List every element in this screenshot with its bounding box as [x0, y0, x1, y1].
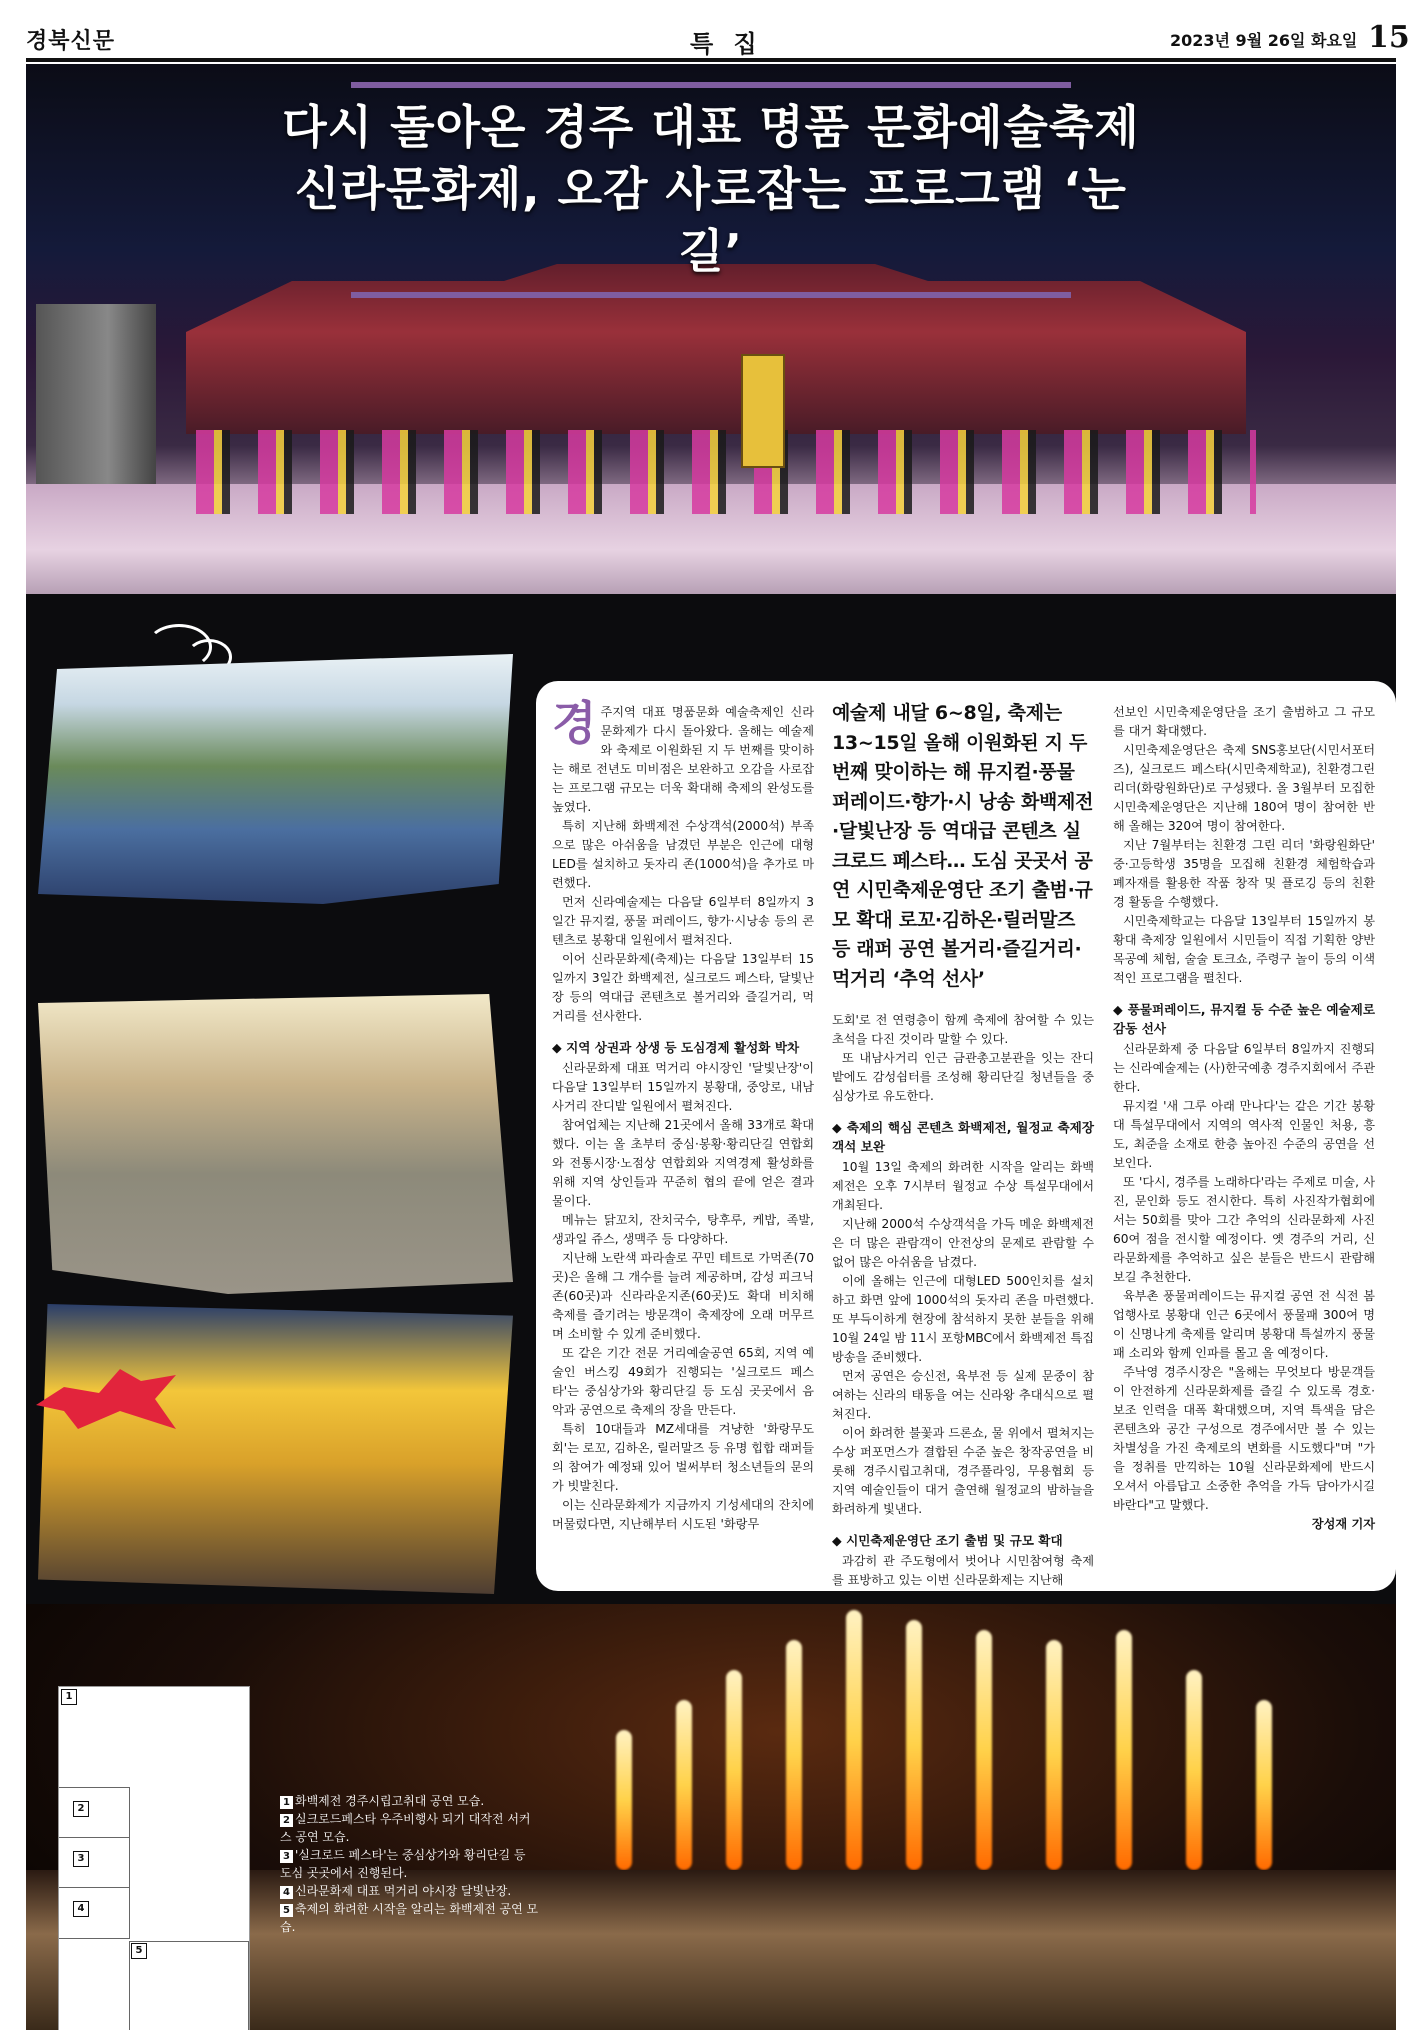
paragraph: 참여업체는 지난해 21곳에서 올해 33개로 확대했다. 이는 올 초부터 중심·봉황·황리단길 연합회와 전통시장·노점상 연합회와 지역경제 활성화를 위해 지역 상인들과 꾸준히 협의 끝에 얻은 결과물이다.: [552, 1118, 814, 1208]
paragraph: 시민축제운영단은 축제 SNS홍보단(시민서포터즈), 실크로드 페스타(시민축제학교), 친환경그린리더(화랑원화단)로 구성됐다. 올 3월부터 모집한 시민축제운영단은 지난해 180여 명이 참여한 반해 올해는 320여 명이 참여한다.: [1113, 743, 1375, 833]
paragraph: 특히 지난해 화백제전 수상객석(2000석) 부족으로 많은 아쉬움을 남겼던 부분은 인근에 대형 LED를 설치하고 돗자리 존(1000석)을 추가로 마련했다.: [552, 819, 814, 890]
page-number: 15: [1368, 20, 1410, 55]
guide-number-1: 1: [61, 1689, 77, 1705]
section-label: 특 집: [690, 30, 763, 58]
caption-1: 1 화백제전 경주시립고취대 공연 모습.: [280, 1792, 540, 1810]
photo-captions: [280, 1792, 540, 1936]
paragraph: 과감히 관 주도형에서 벗어나 시민참여형 축제를 표방하고 있는 이번 신라문화제는 지난해: [832, 1554, 1094, 1587]
paragraph: 이어 신라문화제(축제)는 다음달 13일부터 15일까지 3일간 화백제전, 실크로드 페스타, 달빛난장 등의 역대급 콘텐츠로 볼거리와 즐길거리, 먹거리를 선사한다.: [552, 952, 814, 1023]
guide-cell-4: [59, 1887, 130, 1939]
article-column-3: [1113, 703, 1375, 1534]
palace-backdrop: [186, 264, 1246, 434]
headline-box: [271, 82, 1151, 278]
paragraph: 신라문화제 대표 먹거리 야시장인 '달빛난장'이 다음달 13일부터 15일까지 봉황대, 중앙로, 내남사거리 잔디밭 일원에서 펼쳐진다.: [552, 1061, 814, 1113]
flame: [976, 1630, 992, 1870]
photo-1-palace-performance: [26, 64, 1396, 594]
flame: [676, 1700, 692, 1870]
headline-rule-bottom: [351, 292, 1071, 298]
paragraph: 메뉴는 닭꼬치, 잔치국수, 탕후루, 케밥, 족발, 생과일 쥬스, 생맥주 등 다양하다.: [552, 1213, 814, 1246]
guide-number-3: 3: [73, 1851, 89, 1867]
headline-rule-top: [351, 82, 1071, 88]
paragraph: 또 '다시, 경주를 노래하다'라는 주제로 미술, 사진, 문인화 등도 전시한다. 특히 사진작가협회에서는 50회를 맞아 그간 추억의 신라문화제 사진 60여 점을 전시할 예정이다. 옛 경주의 거리, 신라문화제를 추억하고 싶은 분들은 반드시 관람해 보길 추천한다.: [1113, 1175, 1375, 1284]
paragraph: 뮤지컬 '새 그루 아래 만나다'는 같은 기간 봉황대 특설무대에서 지역의 역사적 인물인 처용, 흥도, 최준을 소재로 한층 높아진 수준의 공연을 선보인다.: [1113, 1099, 1375, 1170]
article-column-1: 경주지역 대표 명품문화 예술축제인 신라문화제가 다시 돌아왔다. 올해는 예술제와 축제로 이원화된 지 두 번째를 맞이하는 해로 전년도 미비점은 보완하고 오감을 사로잡는 프로그램 규모는 더욱 확대해 축제의 완성도를 높였다. 특히 지난해 화백제전 수상객석(2000석) 부족으로 많은 아쉬움을 남겼던 부분은 인근에 대형 LED를 설치하고 돗자리 존(1000석)을 추가로 마련했다. 먼저 신라예술제는 다음달 6일부터 8일까지 3일간 뮤지컬, 풍물 퍼레이드, 향가·시낭송 등의 콘텐츠로 봉황대 일원에서 펼쳐진다. 이어 신라문화제(축제)는 다음달 13일부터 15일까지 3일간 화백제전, 실크로드 페스타, 달빛난장 등의 역대급 콘텐츠로 볼거리와 즐길거리, 먹거리를 선사한다. ◆ 지역 상권과 상생 등 도심경제 활성화 박차 신라문화제 대표 먹거리 야시장인 '달빛난장'이 다음달 13일부터 15일까지 봉황대, 중앙로, 내남사거리 잔디밭 일원에서 펼쳐진다. 참여업체는 지난해 21곳에서 올해 33개로 확대했다. 이는 올 초부터 중심·봉황·황리단길 연합회와 전통시장·노점상 연합회와 지역경제 활성화를 위해 지역 상인들과 꾸준히 협의 끝에 얻은 결과물이다. 메뉴는 닭꼬치, 잔치국수, 탕후루, 케밥, 족발, 생과일 쥬스, 생맥주 등 다양하다. 지난해 노란색 파라솔로 꾸민 테트로 가먹존(70곳)은 올해 그 개수를 늘려 제공하며, 감성 피크닉존(60곳)과 신라라운지존(60곳)도 확대 비치해 축제를 즐기려는 방문객이 축제장에 오래 머무르며 소비할 수 있게 준비했다. 또 같은 기간 전문 거리예술공연 65회, 지역 예술인 버스킹 49회가 진행되는 '실크로드 페스타'는 중심상가와 황리단길 등 도심 곳곳에서 음악과 공연으로 축제의 장을 만든다. 특히 10대들과 MZ세대를 겨냥한 '화랑무도회'는 로꼬, 김하온, 릴러말즈 등 유명 힙합 래퍼들의 참여가 예정돼 있어 벌써부터 청소년들의 문의가 빗발친다. 이는 신라문화제가 지금까지 기성세대의 잔치에 머물렀다면, 지난해부터 시도된 '화랑무: [552, 703, 814, 1534]
paragraph: 시민축제학교는 다음달 13일부터 15일까지 봉황대 축제장 일원에서 시민들이 직접 기획한 양반목공예 체험, 술술 토크쇼, 주령구 놀이 등의 이색적인 프로그램을 펼친다.: [1113, 914, 1375, 985]
flame: [786, 1640, 802, 1870]
flame: [1186, 1670, 1202, 1870]
paragraph: 먼저 신라예술제는 다음달 6일부터 8일까지 3일간 뮤지컬, 풍물 퍼레이드, 향가·시낭송 등의 콘텐츠로 봉황대 일원에서 펼쳐진다.: [552, 895, 814, 947]
byline: 장성재 기자: [1311, 1517, 1375, 1531]
section-heading: ◆ 지역 상권과 상생 등 도심경제 활성화 박차: [552, 1040, 800, 1055]
guide-number-2: 2: [73, 1801, 89, 1817]
paragraph: 육부촌 풍물퍼레이드는 뮤지컬 공연 전 식전 봄업행사로 봉황대 인근 6곳에서 풍물패 300여 명이 신명나게 축제를 알리며 봉황대 특설까지 풍물패 소리와 함께 인파를 몰고 올 예정이다.: [1113, 1289, 1375, 1360]
caption-5: 5 축제의 화려한 시작을 알리는 화백제전 공연 모습.: [280, 1902, 539, 1934]
guide-cell-2: [59, 1787, 130, 1839]
flame: [1046, 1640, 1062, 1870]
article-column-2: [832, 1011, 1094, 1590]
flame: [616, 1730, 632, 1870]
section-heading: ◆ 풍물퍼레이드, 뮤지컬 등 수준 높은 예술제로 감동 선사: [1113, 1002, 1375, 1036]
guide-number-5: 5: [131, 1943, 147, 1959]
paragraph: 먼저 공연은 승신전, 육부전 등 실제 문중이 참여하는 신라의 태동을 여는 신라왕 추대식으로 펼쳐진다.: [832, 1369, 1094, 1421]
paragraph: 이어 화려한 불꽃과 드론쇼, 물 위에서 펼쳐지는 수상 퍼포먼스가 결합된 수준 높은 창작공연을 비롯해 경주시립고취대, 경주풀라잉, 무용협회 등 지역 예술인들이 대거 출연해 월정교의 밤하늘을 화려하게 빛낸다.: [832, 1426, 1094, 1516]
caption-2: 2 실크로드페스타 우주비행사 되기 대작전 서커스 공연 모습.: [280, 1812, 531, 1844]
newspaper-name: 경북신문: [26, 29, 116, 54]
guide-cell-5: [129, 1941, 249, 2030]
flame: [726, 1670, 742, 1870]
paragraph: 지난해 노란색 파라솔로 꾸민 테트로 가먹존(70곳)은 올해 그 개수를 늘려 제공하며, 감성 피크닉존(60곳)과 신라라운지존(60곳)도 확대 비치해 축제를 즐기려는 방문객이 축제장에 오래 머무르며 소비할 수 있게 준비했다.: [552, 1251, 814, 1341]
photo-4-night-market: [38, 1304, 513, 1594]
photo-3-silkroad-festa: [38, 994, 513, 1294]
issue-date: 2023년 9월 26일 화요일: [1170, 31, 1358, 50]
guide-cell-3: [59, 1837, 130, 1889]
paragraph: 또 내남사거리 인근 금관총고분관을 잇는 잔디밭에도 감성쉼터를 조성해 황리단길 청년들을 중심상가로 유도한다.: [832, 1051, 1094, 1103]
masthead-rule: [26, 58, 1396, 62]
paragraph: 10월 13일 축제의 화려한 시작을 알리는 화백제전은 오후 7시부터 월정교 수상 특설무대에서 개최된다.: [832, 1160, 1094, 1212]
headline-line-1: 다시 돌아온 경주 대표 명품 문화예술축제: [282, 100, 1140, 154]
article-subheadline: 예술제 내달 6~8일, 축제는 13~15일 올해 이원화된 지 두 번째 맞이하는 해 뮤지컬·풍물 퍼레이드·향가·시 낭송 화백제전·달빛난장 등 역대급 콘텐츠 실크로드 페스타… 도심 곳곳서 공연 시민축제운영단 조기 출범·규모 확대 로꼬·김하온·릴러말즈 등 래퍼 공연 볼거리·즐길거리·먹거리 ‘추억 선사’: [832, 702, 1094, 990]
paragraph: 지난해 2000석 수상객석을 가득 메운 화백제전은 더 많은 관람객이 안전상의 문제로 관람할 수 없어 많은 아쉬움을 남겼다.: [832, 1217, 1094, 1269]
banner-flag: [741, 354, 785, 468]
caption-4: 4 신라문화제 대표 먹거리 야시장 달빛난장.: [280, 1882, 540, 1900]
paragraph: 선보인 시민축제운영단을 조기 출범하고 그 규모를 대거 확대했다.: [1113, 705, 1375, 738]
masthead: [0, 0, 1419, 56]
photo-2-circus-performance: [38, 654, 513, 904]
guide-number-4: 4: [73, 1901, 89, 1917]
paragraph: 또 같은 기간 전문 거리예술공연 65회, 지역 예술인 버스킹 49회가 진행되는 '실크로드 페스타'는 중심상가와 황리단길 등 도심 곳곳에서 음악과 공연으로 축제의 장을 만든다.: [552, 1346, 814, 1417]
article-body: [536, 681, 1396, 1591]
flame: [846, 1610, 862, 1870]
flame: [906, 1620, 922, 1870]
paragraph: 이에 올해는 인근에 대형LED 500인치를 설치하고 화면 앞에 1000석의 돗자리 존을 마련했다. 또 부득이하게 현장에 참석하지 못한 분들을 위해 10월 24일 밤 11시 포항MBC에서 화백제전 특집방송을 준비했다.: [832, 1274, 1094, 1364]
flame: [1256, 1700, 1272, 1870]
paragraph: 지난 7월부터는 친환경 그린 리더 '화랑원화단' 중·고등학생 35명을 모집해 친환경 체험학습과 폐자재를 활용한 작품 창작 및 플로깅 등의 친환경 활동을 수행했다.: [1113, 838, 1375, 909]
photo-guide: [58, 1686, 250, 2030]
paragraph: 도회'로 전 연령층이 함께 축제에 참여할 수 있는 초석을 다진 것이라 말할 수 있다.: [832, 1013, 1094, 1046]
caption-3: 3 '실크로드 페스타'는 중심상가와 황리단길 등 도심 곳곳에서 진행된다.: [280, 1848, 526, 1880]
paragraph: 특히 10대들과 MZ세대를 겨냥한 '화랑무도회'는 로꼬, 김하온, 릴러말즈 등 유명 힙합 래퍼들의 참여가 예정돼 있어 벌써부터 청소년들의 문의가 빗발친다.: [552, 1422, 814, 1493]
paragraph: 이는 신라문화제가 지금까지 기성세대의 잔치에 머물렀다면, 지난해부터 시도된 '화랑무: [552, 1498, 814, 1531]
dropcap: 경: [552, 696, 597, 750]
paragraph: 신라문화제 중 다음달 6일부터 8일까지 진행되는 신라예술제는 (사)한국예총 경주지회에서 주관한다.: [1113, 1042, 1375, 1094]
flame: [1116, 1630, 1132, 1870]
paragraph: 주낙영 경주시장은 "올해는 무엇보다 방문객들이 안전하게 신라문화제를 즐길 수 있도록 경호·보조 인력을 대폭 확대했으며, 지역 특색을 담은 콘텐츠와 공간 구성으로 경주에서만 볼 수 있는 차별성을 가진 축제로의 변화를 시도했다"며 "가을 정취를 만끽하는 10월 신라문화제에 반드시 오셔서 아름답고 소중한 추억을 가득 담아가시길 바란다"고 말했다.: [1113, 1365, 1375, 1512]
section-heading: ◆ 시민축제운영단 조기 출범 및 규모 확대: [832, 1533, 1063, 1548]
section-heading: ◆ 축제의 핵심 콘텐츠 화백제전, 월정교 축제장 객석 보완: [832, 1120, 1094, 1154]
headline-line-2: 신라문화제, 오감 사로잡는 프로그램 ‘눈길’: [295, 162, 1127, 278]
feature-spread: [26, 64, 1396, 2030]
